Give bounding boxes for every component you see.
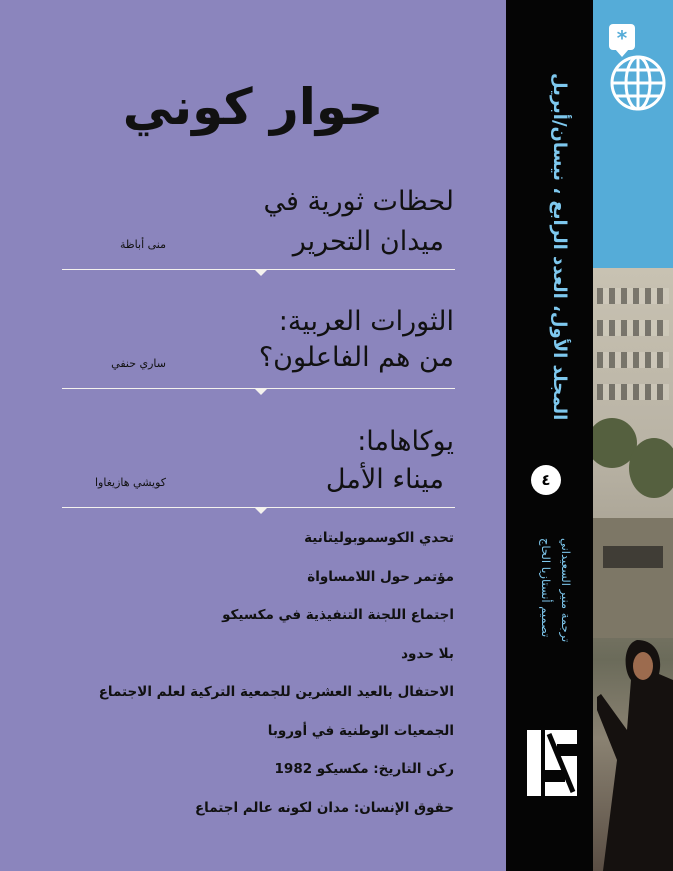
contents-item: الاحتفال بالعيد العشرين للجمعية التركية لعلم الاجتماع	[98, 684, 454, 700]
cover-right-strip	[593, 0, 673, 871]
divider-caret-icon	[255, 270, 267, 276]
magazine-title: حوار كوني	[122, 78, 384, 136]
article-2-title-line1: الثورات العربية:	[278, 306, 454, 337]
article-2-author: ساري حنفي	[111, 357, 166, 370]
asterisk-icon: *	[609, 24, 635, 50]
divider-caret-icon	[255, 389, 267, 395]
credits	[524, 538, 576, 718]
article-3-title-line1: يوكاهاما:	[357, 426, 454, 457]
tree	[629, 438, 673, 498]
globe-icon	[609, 54, 667, 112]
contents-list	[34, 528, 454, 836]
article-1-title-line2: ميدان التحرير	[292, 226, 444, 257]
isa-logo	[527, 730, 577, 796]
article-3-author: كويشي هازيغاوا	[94, 476, 166, 489]
tank	[593, 518, 673, 638]
article-3-title-line2: ميناء الأمل	[325, 464, 444, 495]
contents-item: مؤتمر حول اللامساواة	[307, 568, 454, 585]
contents-item: تحدي الكوسموبوليتانية	[304, 530, 454, 546]
designer-credit: تصميم أنستازيا الحاج	[539, 538, 553, 638]
building-windows	[597, 384, 669, 400]
building-windows	[597, 288, 669, 304]
building-windows	[597, 352, 669, 368]
article-1-author: منى أباظة	[120, 238, 166, 251]
contents-item: اجتماع اللجنة التنفيذية في مكسيكو	[222, 607, 454, 623]
tank-barrel	[603, 546, 663, 568]
article-1-title-line1: لحظات ثورية في	[263, 186, 454, 217]
contents-item: حقوق الإنسان: مدان لكونه عالم اجتماع	[194, 799, 454, 816]
woman-figure	[597, 640, 673, 871]
contents-item: بلا حدود	[401, 645, 454, 662]
issue-number-badge: ٤	[531, 465, 561, 495]
contents-item: الجمعيات الوطنية في أوروبا	[267, 722, 454, 739]
issue-info: المجلد الأول، العدد الرابع ، نيسان/أبريل	[549, 72, 570, 420]
brand-panel	[593, 0, 673, 268]
building-windows	[597, 320, 669, 336]
translator-credit: ترجمة منير السعيداني	[559, 538, 573, 643]
divider-caret-icon	[255, 508, 267, 514]
article-2-title-line2: من هم الفاعلون؟	[258, 342, 454, 373]
contents-item: ركن التاريخ: مكسيكو 1982	[274, 761, 454, 777]
